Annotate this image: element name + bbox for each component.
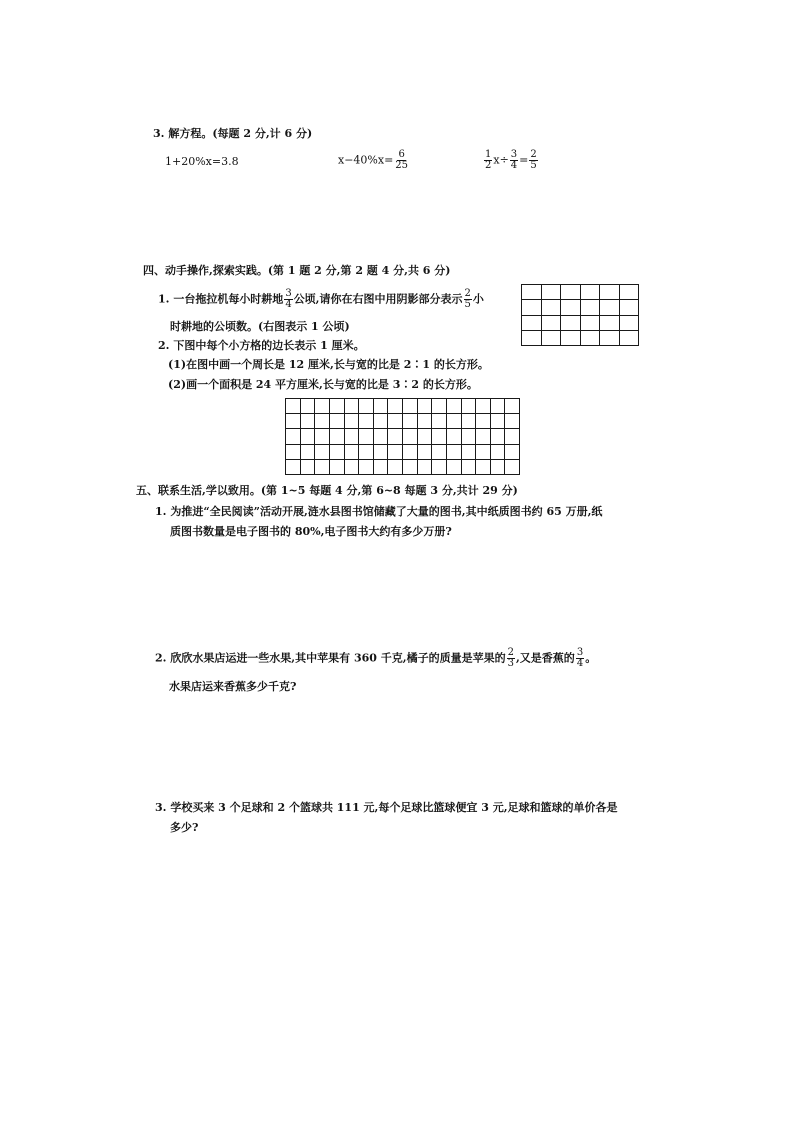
- grid-cell[interactable]: [461, 429, 476, 444]
- grid-cell[interactable]: [417, 429, 432, 444]
- grid-cell[interactable]: [344, 429, 359, 444]
- part4-q2-sub2: (2)画一个面积是 24 平方厘米,长与宽的比是 3∶2 的长方形。: [168, 378, 478, 391]
- fraction-6-25: [394, 150, 409, 171]
- fraction-2-5: [464, 289, 472, 310]
- grid-cell[interactable]: [432, 459, 447, 474]
- grid-cell[interactable]: [388, 459, 403, 474]
- q1-text-c: 小: [472, 292, 484, 306]
- part4-heading: 四、动手操作,探索实践。(第 1 题 2 分,第 2 题 4 分,共 6 分): [143, 264, 451, 277]
- grid-cell[interactable]: [344, 414, 359, 429]
- grid-row: [522, 285, 639, 300]
- fraction-numerator: 2: [464, 288, 471, 299]
- grid-cell[interactable]: [329, 414, 344, 429]
- grid-cell[interactable]: [476, 444, 491, 459]
- grid-cell[interactable]: [446, 444, 461, 459]
- grid-cell[interactable]: [432, 444, 447, 459]
- fraction-denominator: 4: [285, 299, 292, 310]
- grid-cell[interactable]: [359, 414, 374, 429]
- grid-cell[interactable]: [490, 414, 505, 429]
- grid-cell[interactable]: [388, 414, 403, 429]
- grid-cell[interactable]: [446, 459, 461, 474]
- part5-heading: 五、联系生活,学以致用。(第 1~5 每题 4 分,第 6~8 每题 3 分,共计 29 分): [136, 484, 518, 497]
- grid-cell[interactable]: [541, 300, 561, 315]
- grid-cell[interactable]: [490, 399, 505, 414]
- section3-title: 3. 解方程。(每题 2 分,计 6 分): [153, 127, 313, 140]
- grid-cell[interactable]: [417, 444, 432, 459]
- grid-cell[interactable]: [373, 459, 388, 474]
- fraction-denominator: 4: [510, 160, 518, 171]
- grid-cell[interactable]: [561, 285, 581, 300]
- grid-row: [522, 330, 639, 345]
- grid-cell[interactable]: [359, 444, 374, 459]
- part5-q1-line2: 质图书数量是电子图书的 80%,电子图书大约有多少万册?: [170, 525, 452, 538]
- grid-cell[interactable]: [417, 399, 432, 414]
- grid-cell[interactable]: [286, 444, 301, 459]
- grid-cell[interactable]: [580, 285, 600, 300]
- fraction-3-4: [284, 289, 292, 310]
- equation-3: [483, 150, 539, 171]
- grid-cell[interactable]: [522, 330, 542, 345]
- grid-cell[interactable]: [300, 459, 315, 474]
- grid-cell[interactable]: [373, 414, 388, 429]
- grid-cell[interactable]: [446, 429, 461, 444]
- grid-cell[interactable]: [505, 414, 520, 429]
- equation-1: 1+20%x=3.8: [165, 155, 239, 168]
- grid-row: [286, 429, 520, 444]
- grid-row: [286, 399, 520, 414]
- grid-cell[interactable]: [580, 300, 600, 315]
- grid-cell[interactable]: [286, 399, 301, 414]
- grid-cell[interactable]: [476, 459, 491, 474]
- grid-cell[interactable]: [561, 315, 581, 330]
- fraction-3-4: [576, 648, 584, 669]
- part4-q2-sub1: (1)在图中画一个周长是 12 厘米,长与宽的比是 2∶1 的长方形。: [168, 358, 489, 371]
- grid-cell[interactable]: [300, 429, 315, 444]
- grid-cell[interactable]: [561, 330, 581, 345]
- grid-cell[interactable]: [403, 459, 418, 474]
- grid-cell[interactable]: [522, 300, 542, 315]
- grid-cell[interactable]: [373, 399, 388, 414]
- grid-row: [286, 444, 520, 459]
- part5-q3-line2: 多少?: [170, 821, 199, 834]
- grid-cell[interactable]: [600, 330, 620, 345]
- q1-text-a: 1. 一台拖拉机每小时耕地: [158, 292, 284, 306]
- fraction-numerator: 3: [510, 149, 518, 160]
- fraction-denominator: 4: [576, 658, 584, 669]
- grid-cell[interactable]: [600, 315, 620, 330]
- grid-cell[interactable]: [505, 459, 520, 474]
- grid-cell[interactable]: [315, 414, 330, 429]
- part4-q1-line2: 时耕地的公顷数。(右图表示 1 公顷): [170, 320, 350, 333]
- fraction-denominator: 2: [485, 160, 492, 171]
- grid-cell[interactable]: [619, 315, 639, 330]
- fraction-denominator: 5: [464, 299, 471, 310]
- grid-cell[interactable]: [329, 459, 344, 474]
- grid-cell[interactable]: [286, 459, 301, 474]
- grid-cell[interactable]: [359, 399, 374, 414]
- grid-cell[interactable]: [403, 429, 418, 444]
- fraction-2-5: [529, 150, 537, 171]
- grid-cell[interactable]: [619, 300, 639, 315]
- grid-cell[interactable]: [446, 399, 461, 414]
- one-hectare-grid[interactable]: [521, 284, 639, 346]
- q2-text-a: 2. 欣欣水果店运进一些水果,其中苹果有 360 千克,橘子的质量是苹果的: [155, 651, 506, 665]
- part5-q1-line1: 1. 为推进“全民阅读”活动开展,涟水县图书馆储藏了大量的图书,其中纸质图书约 65 万册,纸: [155, 505, 603, 518]
- grid-cell[interactable]: [315, 444, 330, 459]
- grid-cell[interactable]: [388, 399, 403, 414]
- grid-cell[interactable]: [300, 444, 315, 459]
- grid-cell[interactable]: [541, 330, 561, 345]
- grid-cell[interactable]: [580, 315, 600, 330]
- equation-3-mid: x÷: [493, 153, 509, 167]
- grid-cell[interactable]: [461, 399, 476, 414]
- grid-cell[interactable]: [300, 414, 315, 429]
- grid-row: [286, 459, 520, 474]
- grid-cell[interactable]: [329, 399, 344, 414]
- fraction-numerator: 2: [507, 647, 514, 658]
- grid-cell[interactable]: [403, 414, 418, 429]
- grid-cell[interactable]: [286, 414, 301, 429]
- centimeter-grid[interactable]: [285, 398, 520, 475]
- fraction-numerator: 3: [285, 288, 292, 299]
- grid-cell[interactable]: [315, 399, 330, 414]
- grid-cell[interactable]: [505, 444, 520, 459]
- fraction-numerator: 3: [576, 647, 584, 658]
- grid-cell[interactable]: [315, 429, 330, 444]
- part5-q2-line1: [155, 648, 596, 669]
- q1-text-b: 公顷,请你在右图中用阴影部分表示: [293, 292, 463, 306]
- grid-cell[interactable]: [461, 444, 476, 459]
- q2-text-b: ,又是香蕉的: [515, 651, 575, 665]
- grid-cell[interactable]: [344, 444, 359, 459]
- fraction-numerator: 6: [398, 149, 405, 160]
- grid-cell[interactable]: [403, 399, 418, 414]
- grid-cell[interactable]: [432, 399, 447, 414]
- grid-cell[interactable]: [388, 444, 403, 459]
- fraction-denominator: 5: [530, 160, 537, 171]
- grid-cell[interactable]: [619, 330, 639, 345]
- q2-text-c: 。: [585, 651, 597, 665]
- grid-cell[interactable]: [286, 429, 301, 444]
- grid-cell[interactable]: [300, 399, 315, 414]
- grid-cell[interactable]: [461, 459, 476, 474]
- grid-cell[interactable]: [619, 285, 639, 300]
- grid-cell[interactable]: [403, 444, 418, 459]
- grid-cell[interactable]: [373, 444, 388, 459]
- grid-row: [522, 315, 639, 330]
- equals-sign: =: [519, 153, 529, 167]
- part5-q3-line1: 3. 学校买来 3 个足球和 2 个篮球共 111 元,每个足球比篮球便宜 3 元,足球和篮球的单价各是: [155, 801, 618, 814]
- grid-cell[interactable]: [505, 429, 520, 444]
- grid-cell[interactable]: [446, 414, 461, 429]
- grid-cell[interactable]: [600, 285, 620, 300]
- grid-cell[interactable]: [522, 315, 542, 330]
- grid-row: [286, 414, 520, 429]
- grid-cell[interactable]: [522, 285, 542, 300]
- grid-cell[interactable]: [490, 444, 505, 459]
- grid-cell[interactable]: [359, 429, 374, 444]
- grid-cell[interactable]: [315, 459, 330, 474]
- grid-cell[interactable]: [490, 459, 505, 474]
- grid-cell[interactable]: [344, 459, 359, 474]
- grid-cell[interactable]: [373, 429, 388, 444]
- grid-cell[interactable]: [417, 414, 432, 429]
- grid-cell[interactable]: [505, 399, 520, 414]
- fraction-numerator: 2: [530, 149, 537, 160]
- fraction-1-2: [484, 150, 492, 171]
- fraction-3-4: [510, 150, 518, 171]
- grid-row: [522, 300, 639, 315]
- grid-cell[interactable]: [580, 330, 600, 345]
- grid-cell[interactable]: [561, 300, 581, 315]
- part4-q2-line1: 2. 下图中每个小方格的边长表示 1 厘米。: [158, 339, 365, 352]
- fraction-numerator: 1: [485, 149, 492, 160]
- grid-cell[interactable]: [432, 414, 447, 429]
- grid-cell[interactable]: [490, 429, 505, 444]
- grid-cell[interactable]: [329, 429, 344, 444]
- grid-cell[interactable]: [461, 414, 476, 429]
- fraction-2-3: [507, 648, 515, 669]
- grid-cell[interactable]: [344, 399, 359, 414]
- fraction-denominator: 3: [507, 658, 514, 669]
- grid-cell[interactable]: [541, 285, 561, 300]
- part4-q1-line1: [158, 289, 484, 310]
- equation-2-left: x−40%x=: [338, 153, 394, 167]
- grid-cell[interactable]: [359, 459, 374, 474]
- grid-cell[interactable]: [476, 414, 491, 429]
- grid-cell[interactable]: [541, 315, 561, 330]
- grid-cell[interactable]: [432, 429, 447, 444]
- grid-cell[interactable]: [476, 399, 491, 414]
- grid-cell[interactable]: [600, 300, 620, 315]
- grid-cell[interactable]: [329, 444, 344, 459]
- part5-q2-line2: 水果店运来香蕉多少千克?: [169, 680, 297, 693]
- grid-cell[interactable]: [476, 429, 491, 444]
- grid-cell[interactable]: [417, 459, 432, 474]
- fraction-denominator: 25: [395, 160, 409, 171]
- grid-cell[interactable]: [388, 429, 403, 444]
- equation-2: [338, 150, 410, 171]
